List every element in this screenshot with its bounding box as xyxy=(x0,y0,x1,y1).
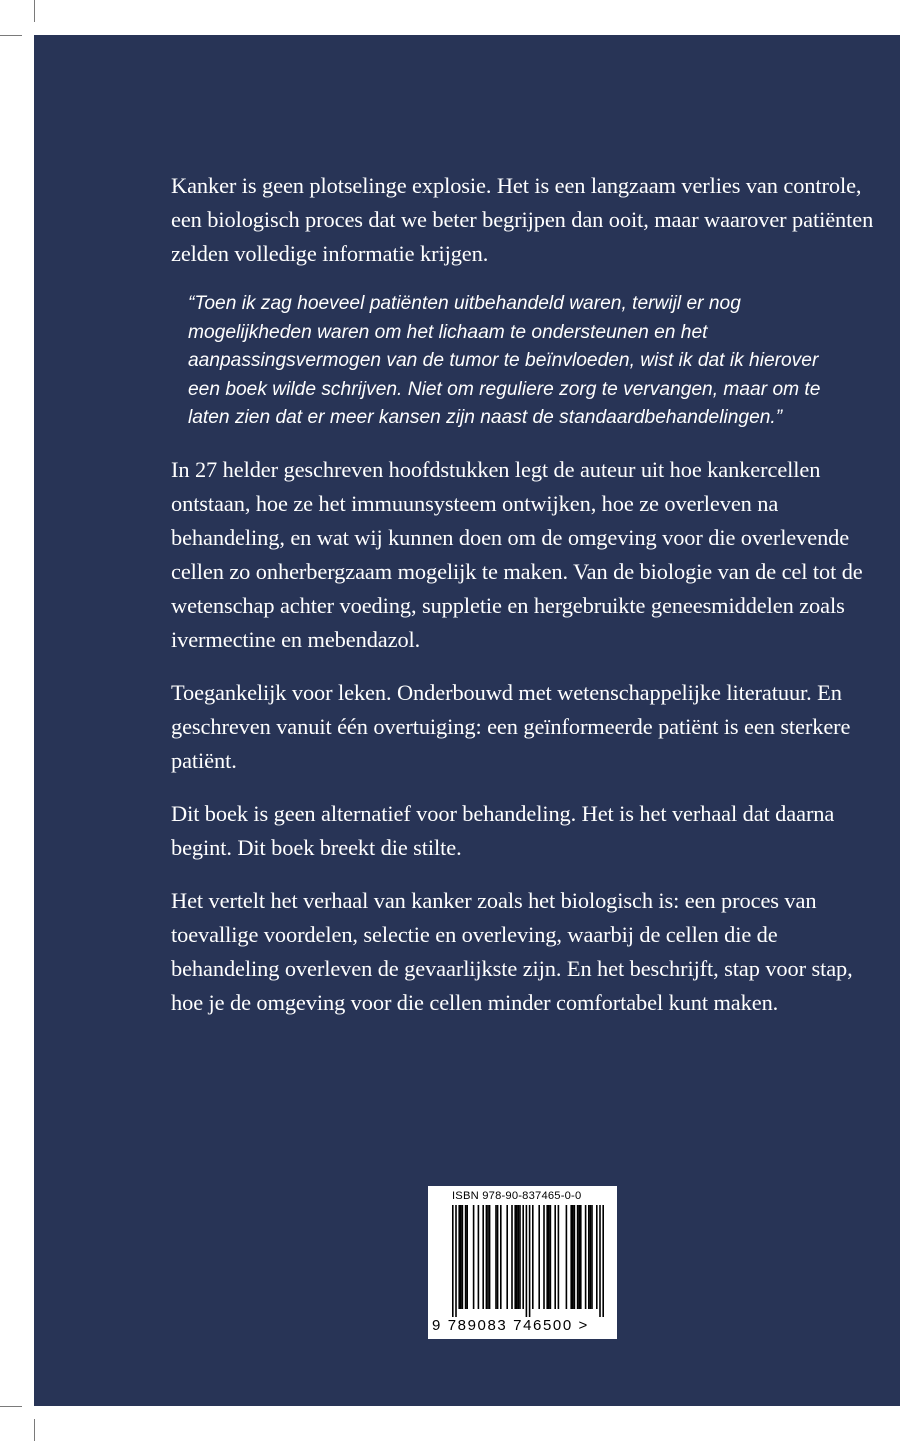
barcode-bar xyxy=(566,1205,568,1309)
crop-mark-top-left-vertical xyxy=(34,0,35,22)
barcode-bar xyxy=(486,1205,488,1309)
barcode-bar xyxy=(506,1205,508,1309)
barcode-bar xyxy=(578,1205,580,1309)
barcode-bar xyxy=(550,1205,552,1309)
blurb-text xyxy=(171,169,881,1039)
body-paragraph-story: Het vertelt het verhaal van kanker zoals het biologisch is: een proces van toevallige voordelen, selectie en overleving, waarbij de cellen die de behandeling overleven de gevaarlijkste zijn. En het beschrijft, stap voor stap, hoe je de omgeving voor die cellen minder comfortabel kunt maken. xyxy=(171,887,853,1015)
barcode-bar xyxy=(591,1205,593,1309)
barcode-bar xyxy=(570,1205,572,1309)
isbn-barcode-box xyxy=(428,1186,617,1339)
barcode-bar xyxy=(462,1205,464,1309)
barcode-bar xyxy=(558,1205,560,1309)
barcode-bar xyxy=(518,1205,520,1309)
barcode-bar xyxy=(526,1205,528,1317)
barcode-bar xyxy=(543,1205,545,1309)
back-cover xyxy=(34,35,900,1406)
barcode-bar xyxy=(478,1205,480,1309)
barcode-bars xyxy=(442,1205,604,1317)
author-quote: “Toen ik zag hoeveel patiënten uitbehandeld waren, terwijl er nog mogelijkheden waren om het lichaam te ondersteunen en het aanpassingsvermogen van de tumor te beïnvloeden, wist ik dat ik hierover een boek wilde schrijven. Niet om reguliere zorg te vervangen, maar om te laten zien dat er meer kansen zijn naast de standaardbehandelingen.” xyxy=(188,293,821,428)
barcode-bar xyxy=(487,1205,489,1309)
barcode-bar xyxy=(577,1205,579,1309)
barcode-bar xyxy=(590,1205,592,1309)
barcode-bar xyxy=(500,1205,502,1309)
intro-paragraph: Kanker is geen plotselinge explosie. Het is een langzaam verlies van controle, een biologisch proces dat we beter begrijpen dan ooit, maar waarover patiënten zelden volledige informatie krijgen. xyxy=(171,173,874,266)
barcode-bar xyxy=(532,1205,534,1309)
barcode-bar xyxy=(522,1205,524,1309)
barcode-bar xyxy=(588,1205,590,1309)
crop-mark-bottom-left xyxy=(0,1406,22,1407)
crop-mark-bottom-left-vertical xyxy=(34,1419,35,1441)
barcode-bar xyxy=(466,1205,468,1309)
barcode-bar xyxy=(489,1205,491,1309)
barcode-bar xyxy=(460,1205,462,1309)
barcode-bar xyxy=(529,1205,531,1317)
barcode-bar xyxy=(514,1205,516,1309)
isbn-label: ISBN 978-90-837465-0-0 xyxy=(452,1190,582,1202)
barcode-bar xyxy=(538,1205,540,1309)
barcode-bar xyxy=(452,1205,454,1317)
barcode-bar xyxy=(572,1205,574,1309)
barcode-bar xyxy=(495,1205,497,1309)
barcode-bar xyxy=(482,1205,484,1309)
ean-digits: 9 789083 746500 > xyxy=(432,1317,589,1334)
barcode-bar xyxy=(580,1205,582,1309)
barcode-bar xyxy=(554,1205,556,1309)
barcode-bar xyxy=(596,1205,598,1309)
barcode-bar xyxy=(548,1205,550,1309)
barcode-bar xyxy=(585,1205,587,1309)
barcode-bar xyxy=(511,1205,513,1309)
barcode-bar xyxy=(458,1205,460,1309)
body-paragraph-chapters: In 27 helder geschreven hoofdstukken legt de auteur uit hoe kankercellen ontstaan, hoe ze het immuunsysteem ontwijken, hoe ze overleven na behandeling, en wat wij kunnen doen om de omgeving voor die overlevende cellen zo onherbergzaam mogelijk te maken. Van de biologie van de cel tot de wetenschap achter voeding, suppletie en hergebruikte geneesmiddelen zoals ivermectine en mebendazol. xyxy=(171,456,863,652)
barcode-bar xyxy=(546,1205,548,1309)
crop-mark-top-left xyxy=(0,35,22,36)
barcode-bar xyxy=(497,1205,499,1309)
barcode-bar xyxy=(473,1205,475,1309)
barcode-bar xyxy=(465,1205,467,1309)
body-paragraph-not-alternative: Dit boek is geen alternatief voor behandeling. Het is het verhaal dat daarna begint. Dit boek breekt die stilte. xyxy=(171,800,835,860)
barcode-bar xyxy=(602,1205,604,1317)
barcode-bar xyxy=(455,1205,457,1317)
barcode-bar xyxy=(599,1205,601,1317)
body-paragraph-accessible: Toegankelijk voor leken. Onderbouwd met wetenschappelijke literatuur. En geschreven vanuit één overtuiging: een geïnformeerde patiënt is een sterkere patiënt. xyxy=(171,679,851,773)
barcode-bar xyxy=(574,1205,576,1309)
barcode-bar xyxy=(519,1205,521,1309)
barcode-bar xyxy=(516,1205,518,1309)
